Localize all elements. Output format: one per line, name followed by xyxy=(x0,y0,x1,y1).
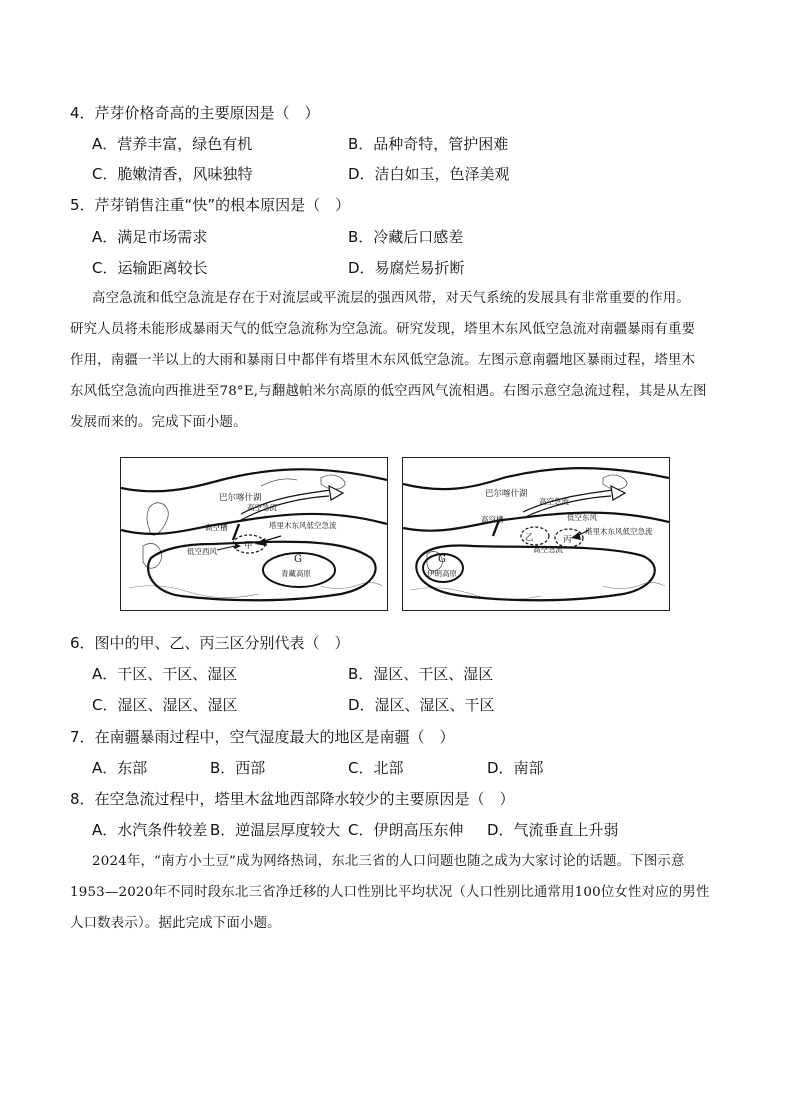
question-6-option-d[interactable]: D．湿区、湿区、干区 xyxy=(348,696,495,714)
passage-1-line: 高空急流和低空急流是存在于对流层或平流层的强西风带，对天气系统的发展具有非常重要的作用。 xyxy=(92,291,690,306)
question-8-stem: 8．在空急流过程中，塔里木盆地西部降水较少的主要原因是（ ） xyxy=(70,790,515,808)
question-8-option-b[interactable]: B．逆温层厚度较大 xyxy=(210,821,341,839)
passage-1-line: 发展而来的。完成下面小题。 xyxy=(70,415,247,430)
left-map-high-label: G xyxy=(294,554,302,565)
question-8-option-c[interactable]: C．伊朗高压东伸 xyxy=(348,821,464,839)
right-map-jet-label-small: 高空急流 xyxy=(533,545,563,554)
right-map-low-east-label: 低空东风 xyxy=(567,513,597,522)
question-5-option-c[interactable]: C．运输距离较长 xyxy=(92,259,208,277)
passage-2-line: 人口数表示）。据此完成下面小题。 xyxy=(70,916,281,931)
left-map-zone-jia: 甲 xyxy=(244,541,253,551)
question-6-stem: 6．图中的甲、乙、丙三区分别代表（ ） xyxy=(70,634,350,652)
question-7-option-b[interactable]: B．西部 xyxy=(210,759,266,777)
question-4-stem: 4．芹芽价格奇高的主要原因是（ ） xyxy=(70,104,320,122)
question-4-option-b[interactable]: B．品种奇特，管护困难 xyxy=(348,135,509,153)
left-map-west-wind-label: 低空西风 xyxy=(187,547,217,556)
passage-2-line: 1953—2020年不同时段东北三省净迁移的人口性别比平均状况（人口性别比通常用100位女性对应的男性 xyxy=(70,885,710,900)
question-4-option-c[interactable]: C．脆嫩清香，风味独特 xyxy=(92,165,253,183)
question-6-option-b[interactable]: B．湿区、干区、湿区 xyxy=(348,665,494,683)
question-5-option-a[interactable]: A．满足市场需求 xyxy=(92,228,208,246)
question-4-option-d[interactable]: D．洁白如玉，色泽美观 xyxy=(348,165,510,183)
left-map xyxy=(120,457,388,611)
right-map-lake-label: 巴尔喀什湖 xyxy=(485,489,528,499)
right-map-plateau-label: 伊朗高原 xyxy=(427,569,457,578)
right-map-high-label: G xyxy=(438,554,446,565)
question-7-stem: 7．在南疆暴雨过程中，空气湿度最大的地区是南疆（ ） xyxy=(70,728,455,746)
question-7-option-d[interactable]: D．南部 xyxy=(487,759,544,777)
right-map-zone-bing: 丙 xyxy=(563,535,572,545)
right-map-trough-label: 高空槽 xyxy=(481,515,504,524)
left-map-upper-jet-label: 高空急流 xyxy=(247,503,277,512)
question-5-option-d[interactable]: D．易腐烂易折断 xyxy=(348,259,465,277)
right-map xyxy=(402,457,670,611)
left-map-lake-label: 巴尔喀什湖 xyxy=(219,493,262,503)
question-6-option-c[interactable]: C．湿区、湿区、湿区 xyxy=(92,696,238,714)
question-8-option-d[interactable]: D．气流垂直上升弱 xyxy=(487,821,619,839)
left-map-east-jet-label: 塔里木东风低空急流 xyxy=(269,521,337,530)
right-map-upper-jet-label: 高空急流 xyxy=(539,497,569,506)
question-4-option-a[interactable]: A．营养丰富，绿色有机 xyxy=(92,135,253,153)
right-map-zone-yi: 乙 xyxy=(525,533,534,543)
left-map-drawing xyxy=(121,458,387,610)
left-map-trough-label: 高空槽 xyxy=(205,523,228,532)
question-6-option-a[interactable]: A．干区、干区、湿区 xyxy=(92,665,238,683)
question-5-stem: 5．芹芽销售注重“快”的根本原因是（ ） xyxy=(70,196,351,214)
passage-1-line: 作用，南疆一半以上的大雨和暴雨日中都伴有塔里木东风低空急流。左图示意南疆地区暴雨过程，塔里木 xyxy=(70,353,696,368)
right-map-east-jet-label: 塔里木东风低空急流 xyxy=(585,527,653,536)
passage-1-line: 东风低空急流向西推进至78°E,与翻越帕米尔高原的低空西风气流相遇。右图示意空急流过程，其是从左图 xyxy=(70,384,707,399)
left-map-plateau-label: 青藏高原 xyxy=(281,569,311,578)
question-8-option-a[interactable]: A．水汽条件较差 xyxy=(92,821,208,839)
question-7-option-c[interactable]: C．北部 xyxy=(348,759,404,777)
passage-2-line: 2024年，“南方小土豆”成为网络热词，东北三省的人口问题也随之成为大家讨论的话题。下图示意 xyxy=(92,854,685,869)
right-map-drawing xyxy=(403,458,669,610)
question-7-option-a[interactable]: A．东部 xyxy=(92,759,148,777)
passage-1-line: 研究人员将未能形成暴雨天气的低空急流称为空急流。研究发现，塔里木东风低空急流对南疆暴雨有重要 xyxy=(70,322,696,337)
question-5-option-b[interactable]: B．冷藏后口感差 xyxy=(348,228,464,246)
